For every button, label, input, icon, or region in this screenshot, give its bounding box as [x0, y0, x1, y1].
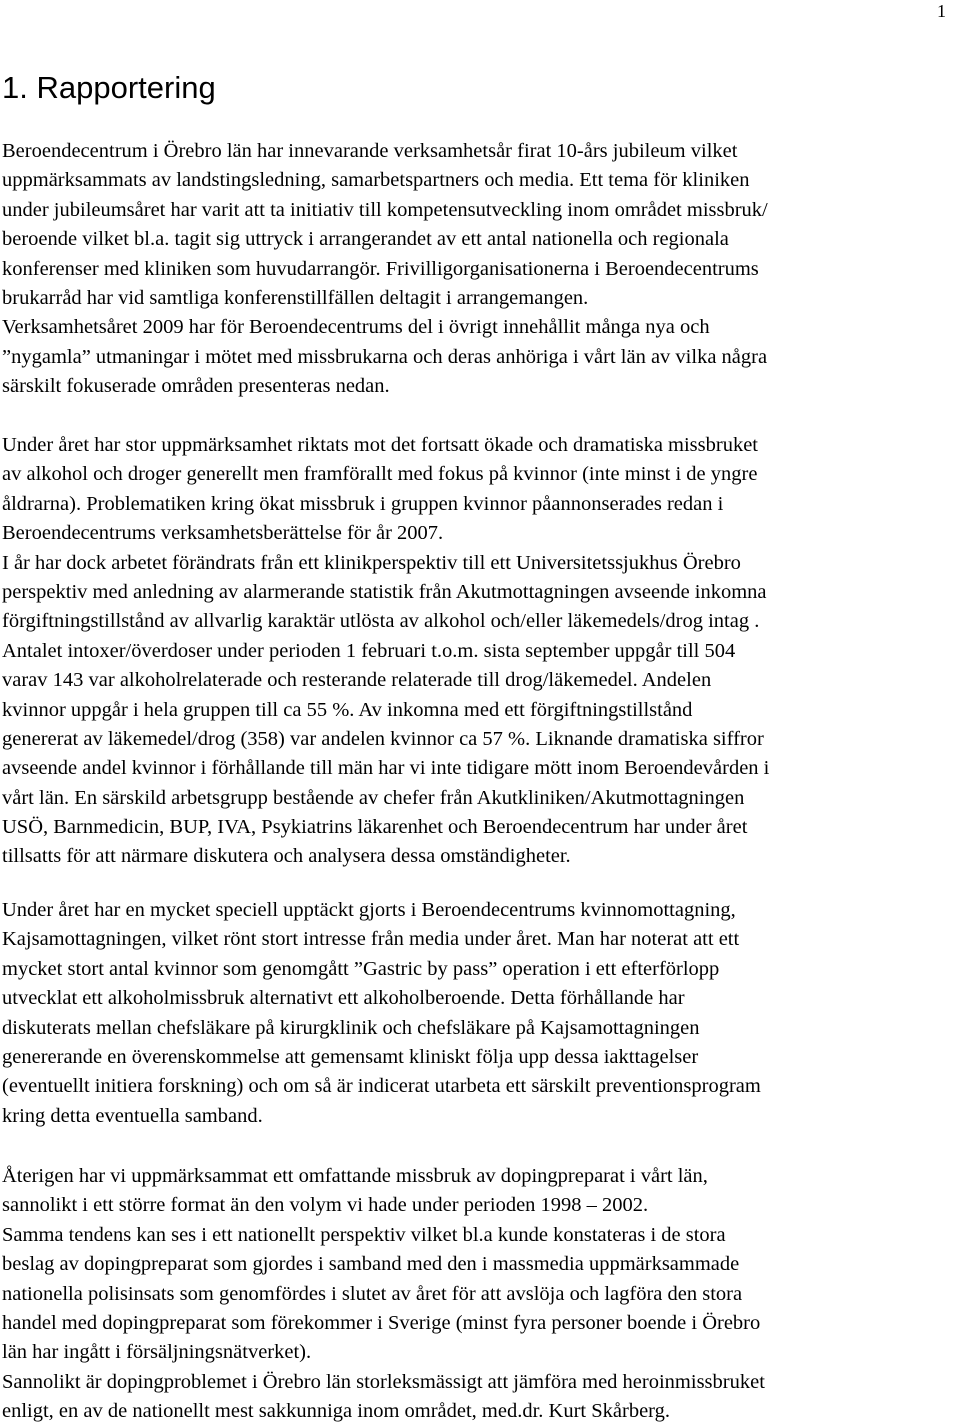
text-line: Verksamhetsåret 2009 har för Beroendecentrums del i övrigt innehållit många nya och [2, 316, 710, 339]
text-line: brukarråd har vid samtliga konferenstillfällen deltagit i arrangemangen. [2, 286, 589, 309]
text-line: I år har dock arbetet förändrats från ett klinikperspektiv till ett Universitetssjukhus Örebro [2, 551, 741, 574]
text-line: tillsatts för att närmare diskutera och analysera dessa omständigheter. [2, 845, 571, 868]
text-line: Beroendecentrum i Örebro län har innevarande verksamhetsår firat 10-års jubileum vilket [2, 140, 738, 162]
text-line: under jubileumsåret har varit att ta initiativ till kompetensutveckling inom området missbruk/ [2, 198, 768, 221]
text-line: diskuterats mellan chefsläkare på kirurgklinik och chefsläkare på Kajsamottagningen [2, 1016, 700, 1039]
text-line: enligt, en av de nationellt mest sakkunniga inom området, med.dr. Kurt Skårberg. [2, 1400, 671, 1423]
page-number: 1 [937, 1, 946, 21]
text-line: kvinnor uppgår i hela gruppen till ca 55 %. Av inkomna med ett förgiftningstillstånd [2, 698, 693, 721]
paragraph-4 [0, 1162, 954, 1427]
text-line: genererat av läkemedel/drog (358) var andelen kvinnor ca 57 %. Liknande dramatiska siffror [2, 727, 764, 750]
text-line: konferenser med kliniken som huvudarrangör. Frivilligorganisationerna i Beroendecentrums [2, 257, 759, 280]
text-line: län har ingått i försäljningsnätverket). [2, 1341, 312, 1364]
text-line: Kajsamottagningen, vilket rönt stort intresse från media under året. Man har noterat att ett [2, 928, 740, 951]
text-line: Återigen har vi uppmärksammat ett omfattande missbruk av dopingpreparat i vårt län, [2, 1165, 708, 1187]
paragraph-3 [0, 896, 954, 1131]
text-line: särskilt fokuserade områden presenteras nedan. [2, 375, 390, 398]
text-line: av alkohol och droger generellt men framförallt med fokus på kvinnor (inte minst i de yngre [2, 463, 758, 486]
text-line: sannolikt i ett större format än den volym vi hade under perioden 1998 – 2002. [2, 1194, 649, 1217]
text-line: (eventuellt initiera forskning) och om så är indicerat utarbeta ett särskilt preventionsprogram [2, 1075, 761, 1098]
text-line: nationella polisinsats som genomfördes i slutet av året för att avslöja och lagföra den stora [2, 1282, 743, 1305]
text-line: perspektiv med anledning av alarmerande statistik från Akutmottagningen avseende inkomna [2, 580, 767, 603]
text-line: Under året har en mycket speciell upptäckt gjorts i Beroendecentrums kvinnomottagning, [2, 899, 736, 921]
text-line: avseende andel kvinnor i förhållande till män har vi inte tidigare mött inom Beroendevården i [2, 757, 770, 780]
text-line: uppmärksammats av landstingsledning, samarbetspartners och media. Ett tema för kliniken [2, 169, 750, 192]
text-line: beroende vilket bl.a. tagit sig uttryck i arrangerandet av ett antal nationella och regionala [2, 228, 729, 251]
text-line: Sannolikt är dopingproblemet i Örebro län storleksmässigt att jämföra med heroinmissbruket [2, 1370, 765, 1393]
text-line: Samma tendens kan ses i ett nationellt perspektiv vilket bl.a kunde konstateras i de stora [2, 1223, 726, 1246]
text-line: varav 143 var alkoholrelaterade och resterande relaterade till drog/läkemedel. Andelen [2, 669, 712, 692]
text-line: vårt län. En särskild arbetsgrupp bestående av chefer från Akutkliniken/Akutmottagningen [2, 786, 745, 809]
section-heading: 1. Rapportering [2, 70, 216, 105]
text-line: Beroendecentrums verksamhetsberättelse för år 2007. [2, 522, 444, 545]
paragraph-1 [0, 137, 954, 402]
text-line: Under året har stor uppmärksamhet riktats mot det fortsatt ökade och dramatiska missbruket [2, 434, 759, 456]
text-line: kring detta eventuella samband. [2, 1104, 263, 1127]
text-line: förgiftningstillstånd av allvarlig karaktär utlösta av alkohol och/eller läkemedels/drog intag . [2, 610, 760, 633]
text-line: mycket stort antal kvinnor som genomgått ”Gastric by pass” operation i ett efterförlopp [2, 957, 720, 980]
text-line: Antalet intoxer/överdoser under perioden 1 februari t.o.m. sista september uppgår till 504 [2, 639, 736, 662]
text-line: beslag av dopingpreparat som gjordes i samband med den i massmedia uppmärksammade [2, 1253, 740, 1276]
text-line: ”nygamla” utmaningar i mötet med missbrukarna och deras anhöriga i vårt län av vilka några [2, 345, 768, 368]
text-line: USÖ, Barnmedicin, BUP, IVA, Psykiatrins läkarenhet och Beroendecentrum har under året [2, 816, 748, 839]
text-line: åldrarna). Problematiken kring ökat missbruk i gruppen kvinnor påannonserades redan i [2, 492, 724, 515]
text-line: handel med dopingpreparat som förekommer i Sverige (minst fyra personer boende i Örebro [2, 1311, 761, 1334]
paragraph-2 [0, 431, 954, 872]
text-line: utvecklat ett alkoholmissbruk alternativt ett alkoholberoende. Detta förhållande har [2, 987, 685, 1010]
text-line: genererande en överenskommelse att gemensamt kliniskt följa upp dessa iakttagelser [2, 1045, 699, 1068]
